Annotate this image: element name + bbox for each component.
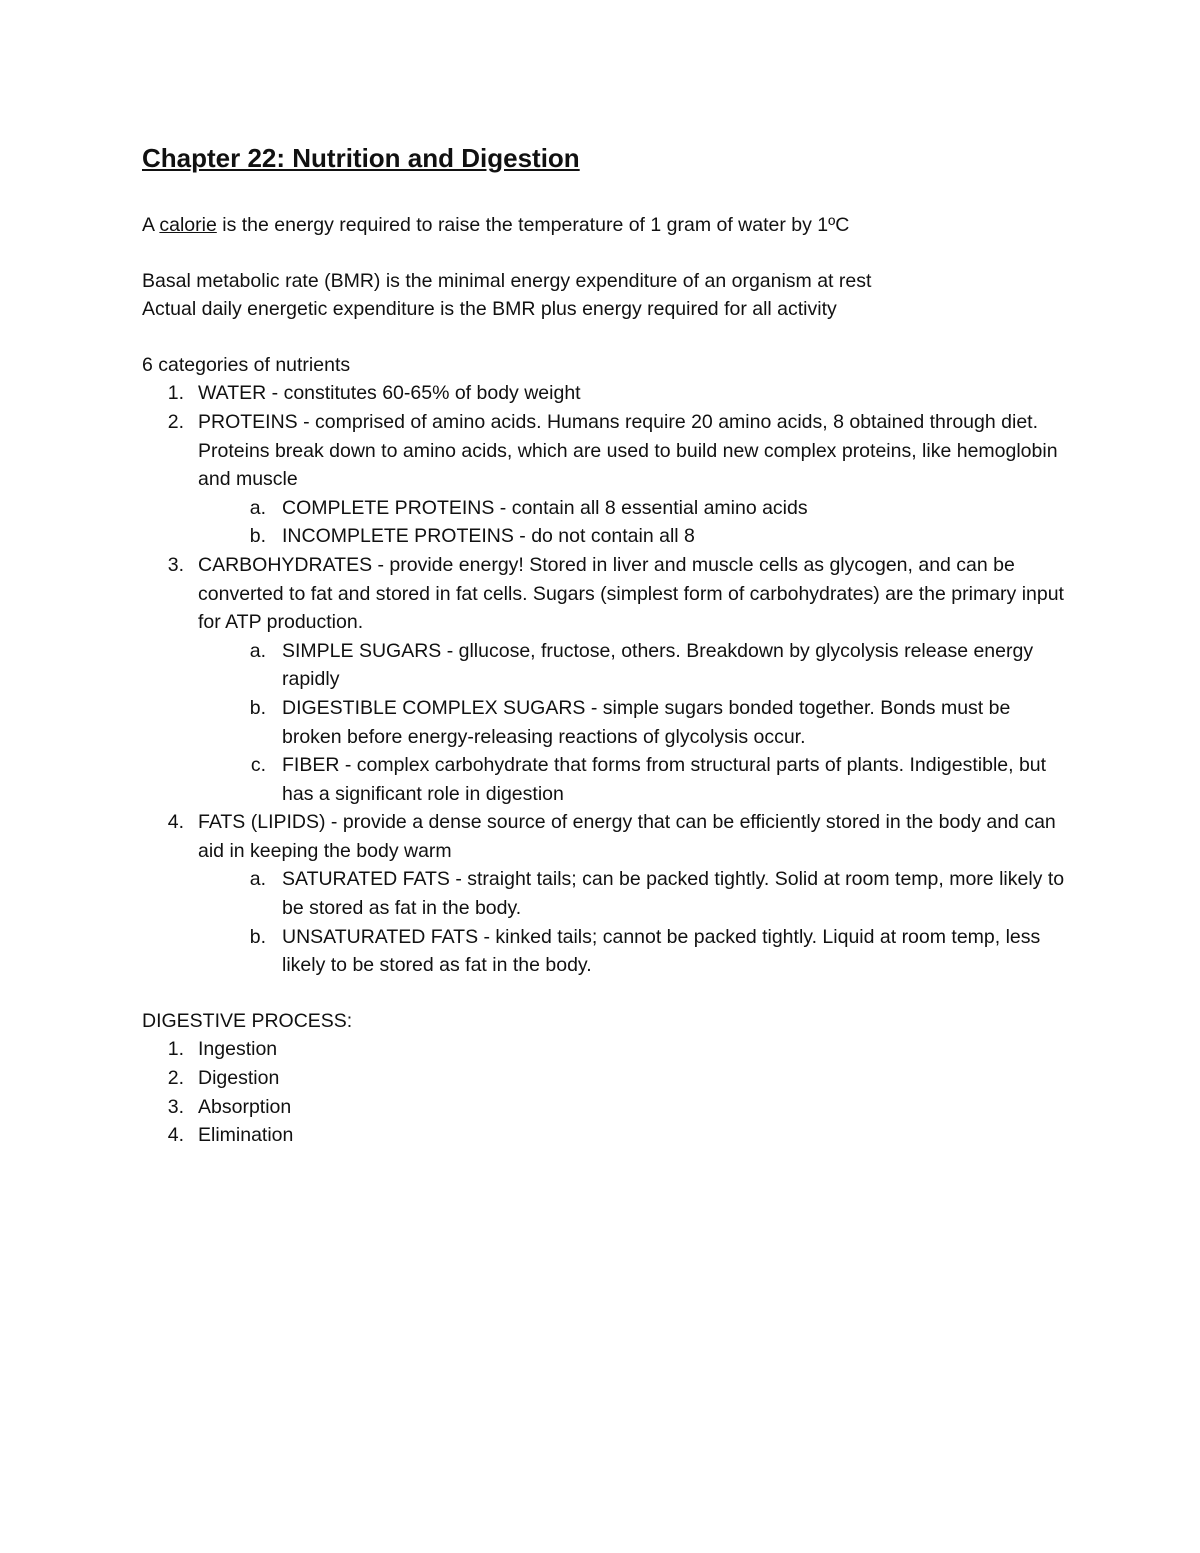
list-item-text: Elimination	[198, 1124, 294, 1147]
sub-list-item	[142, 865, 1072, 922]
list-item	[142, 1035, 1072, 1064]
sub-list-item-text: INCOMPLETE PROTEINS - do not contain all 8	[282, 525, 695, 548]
list-item	[142, 408, 1072, 494]
calorie-post: is the energy required to raise the temperature of 1 gram of water by 1ºC	[216, 214, 850, 236]
list-item-number: 2.	[167, 1067, 184, 1090]
sub-list-item	[142, 494, 1072, 523]
sub-list-item-number: b.	[249, 696, 266, 719]
calorie-definition	[142, 211, 1072, 240]
list-item	[142, 1121, 1072, 1150]
sub-list-item	[142, 637, 1072, 694]
sub-list-item-number: a.	[249, 868, 266, 891]
sub-list-item-number: a.	[249, 639, 266, 662]
list-item-text: WATER - constitutes 60-65% of body weight	[198, 382, 581, 405]
list-item-text: FATS (LIPIDS) - provide a dense source of energy that can be efficiently stored in the body and can aid in keeping the body warm	[198, 811, 1056, 862]
list-item-text: CARBOHYDRATES - provide energy! Stored in liver and muscle cells as glycogen, and can be converted to fat and stored in fat cells. Sugars (simplest form of carbohydrates) are the primary input for ATP production.	[198, 553, 1064, 634]
list-item-number: 2.	[167, 410, 184, 433]
sub-list-item-text: SATURATED FATS - straight tails; can be packed tightly. Solid at room temp, more likely to be stored as fat in the body.	[282, 868, 1065, 920]
calorie-term: calorie	[159, 214, 217, 236]
sub-list-item	[142, 923, 1072, 980]
list-item-text: Digestion	[198, 1067, 280, 1090]
nutrients-heading: 6 categories of nutrients	[142, 353, 351, 376]
sub-list-item-number: b.	[249, 925, 266, 948]
list-item	[142, 551, 1072, 637]
list-item-text: Ingestion	[198, 1038, 278, 1061]
list-item-number: 4.	[167, 1124, 184, 1147]
sub-list-item-number: b.	[249, 525, 266, 548]
actual-expenditure: Actual daily energetic expenditure is the BMR plus energy required for all activity	[142, 298, 837, 321]
sub-list-item-number: a.	[249, 496, 266, 519]
sub-list-item-text: DIGESTIBLE COMPLEX SUGARS - simple sugars bonded together. Bonds must be broken before energy-releasing reactions of glycolysis occur.	[282, 696, 1011, 748]
page-title: Chapter 22: Nutrition and Digestion	[142, 143, 580, 173]
nutrient-list	[142, 379, 1072, 979]
bmr-definition: Basal metabolic rate (BMR) is the minimal energy expenditure of an organism at rest	[142, 269, 872, 292]
list-item-number: 3.	[167, 553, 184, 576]
digestive-heading: DIGESTIVE PROCESS:	[142, 1009, 353, 1032]
list-item	[142, 1093, 1072, 1122]
calorie-pre: A	[142, 214, 160, 236]
list-item	[142, 808, 1072, 865]
list-item-text: Absorption	[198, 1095, 292, 1118]
list-item-number: 1.	[167, 1038, 184, 1061]
sub-list-item-text: FIBER - complex carbohydrate that forms from structural parts of plants. Indigestible, but has a significant role in digestion	[282, 754, 1047, 805]
sub-list-item-text: UNSATURATED FATS - kinked tails; cannot be packed tightly. Liquid at room temp, less likely to be stored as fat in the body.	[282, 925, 1041, 977]
sub-list-item-number: c.	[250, 754, 266, 777]
sub-list-item	[142, 522, 1072, 551]
sub-list-item	[142, 694, 1072, 751]
digestive-list	[142, 1035, 1072, 1149]
sub-list-item	[142, 751, 1072, 808]
list-item-number: 1.	[167, 382, 184, 405]
list-item-number: 4.	[167, 811, 184, 834]
list-item-text: PROTEINS - comprised of amino acids. Humans require 20 amino acids, 8 obtained through diet. Proteins break down to amino acids, which are used to build new complex proteins, like hemoglobin and muscle	[198, 410, 1058, 491]
sub-list-item-text: SIMPLE SUGARS - gllucose, fructose, others. Breakdown by glycolysis release energy rapidly	[282, 639, 1034, 691]
document-page	[142, 140, 1072, 1150]
list-item	[142, 379, 1072, 408]
sub-list-item-text: COMPLETE PROTEINS - contain all 8 essential amino acids	[282, 496, 808, 519]
list-item	[142, 1064, 1072, 1093]
list-item-number: 3.	[167, 1095, 184, 1118]
